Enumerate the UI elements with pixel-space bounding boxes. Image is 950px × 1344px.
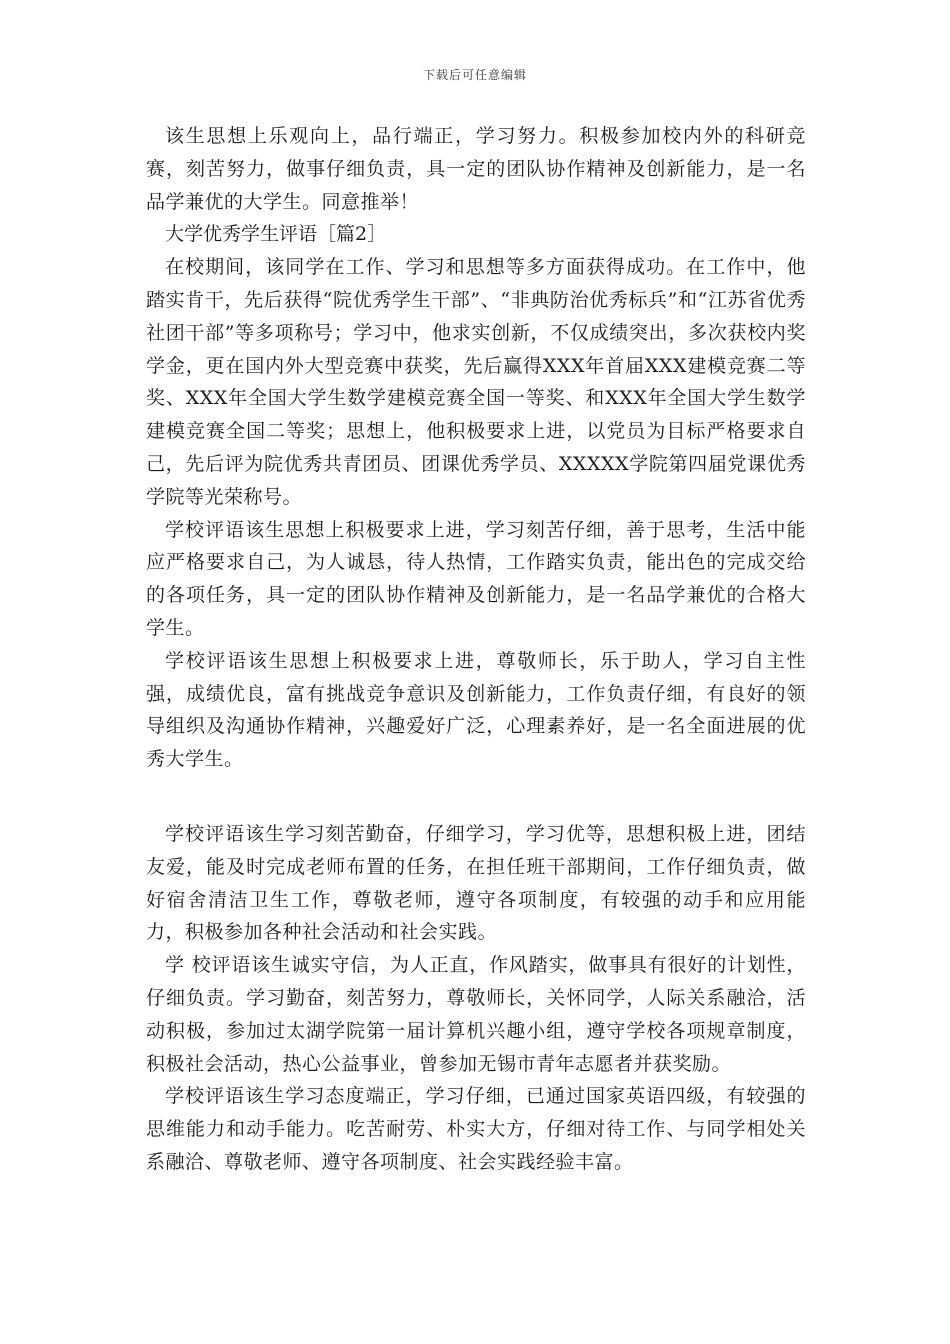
- paragraph-gap: [146, 776, 806, 818]
- paragraph-recommendation: 该生思想上乐观向上，品行端正，学习努力。积极参加校内外的科研竞赛，刻苦努力，做事仔细负责，具一定的团队协作精神及创新能力，是一名品学兼优的大学生。同意推举！: [146, 125, 806, 213]
- section-title: 大学优秀学生评语［篇2］: [165, 223, 387, 246]
- page-header: 下载后可任意编辑: [422, 68, 527, 82]
- document-body: [146, 120, 806, 1179]
- paragraph-school-comment-2: 学校评语该生思想上积极要求上进，尊敬师长，乐于助人，学习自主性强，成绩优良，富有挑战竞争意识及创新能力，工作负责仔细，有良好的领导组织及沟通协作精神，兴趣爱好广泛，心理素养好，是一名全面进展的优秀大学生。: [146, 649, 806, 771]
- paragraph-achievements: 在校期间，该同学在工作、学习和思想等多方面获得成功。在工作中，他踏实肯干，先后获得“院优秀学生干部”、“非典防治优秀标兵”和“江苏省优秀社团干部”等多项称号；学习中，他求实创新，不仅成绩突出，多次获校内奖学金，更在国内外大型竞赛中获奖，先后赢得XXX年首届XXX建模竞赛二等奖、XXX年全国大学生数学建模竞赛全国一等奖、和XXX年全国大学生数学建模竞赛全国二等奖；思想上，他积极要求上进，以党员为目标严格要求自己，先后评为院优秀共青团员、团课优秀学员、XXXXX学院第四届党课优秀学院等光荣称号。: [146, 256, 806, 508]
- paragraph-school-comment-3: 学校评语该生学习刻苦勤奋，仔细学习，学习优等，思想积极上进，团结友爱，能及时完成老师布置的任务，在担任班干部期间，工作仔细负责，做好宿舍清洁卫生工作，尊敬老师，遵守各项制度，有较强的动手和应用能力，积极参加各种社会活动和社会实践。: [146, 822, 806, 944]
- paragraph-school-comment-1: 学校评语该生思想上积极要求上进，学习刻苦仔细，善于思考，生活中能应严格要求自己，为人诚恳，待人热情，工作踏实负责，能出色的完成交给的各项任务，具一定的团队协作精神及创新能力，是一名品学兼优的合格大学生。: [146, 518, 806, 639]
- paragraph-school-comment-4: 学 校评语该生诚实守信，为人正直，作风踏实，做事具有很好的计划性，仔细负责。学习勤奋，刻苦努力，尊敬师长，关怀同学，人际关系融洽，活动积极，参加过太湖学院第一届计算机兴趣小组，遵守学校各项规章制度，积极社会活动，热心公益事业，曾参加无锡市青年志愿者并获奖励。: [146, 954, 806, 1075]
- paragraph-school-comment-5: 学校评语该生学习态度端正，学习仔细，已通过国家英语四级，有较强的思维能力和动手能力。吃苦耐劳、朴实大方，仔细对待工作、与同学相处关系融洽、尊敬老师、遵守各项制度、社会实践经验丰富。: [146, 1085, 806, 1173]
